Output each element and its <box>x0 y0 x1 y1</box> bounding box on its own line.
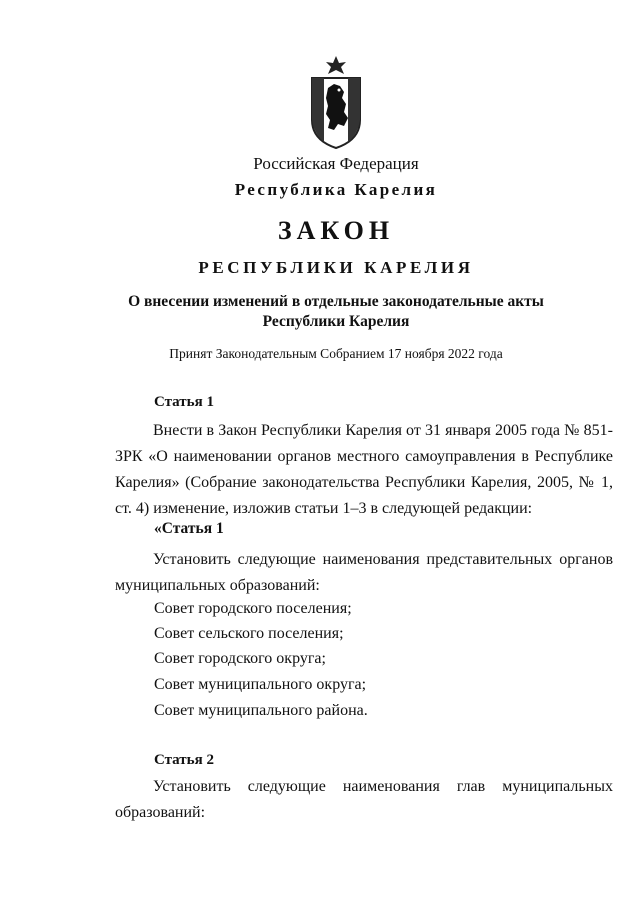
article-2-heading: Статья 2 <box>154 752 214 768</box>
list-item: Совет муниципального района. <box>154 702 368 719</box>
list-item: Совет муниципального округа; <box>154 676 367 693</box>
quoted-article-1-text: Установить следующие наименования представительных органов муниципальных образований: <box>115 551 613 594</box>
article-1-heading: Статья 1 <box>154 394 214 410</box>
coat-of-arms-icon <box>306 54 366 150</box>
adoption-note: Принят Законодательным Собранием 17 ноября 2022 года <box>169 346 503 361</box>
list-item: Совет сельского поселения; <box>154 625 344 642</box>
quoted-article-1-heading: «Статья 1 <box>154 520 224 537</box>
title-line-1: О внесении изменений в отдельные законодательные акты <box>128 293 544 310</box>
document-title <box>0 292 640 332</box>
country-line: Российская Федерация <box>253 154 419 173</box>
issuer-line: РЕСПУБЛИКИ КАРЕЛИЯ <box>198 258 474 277</box>
article-2-text: Установить следующие наименования глав муниципальных образований: <box>115 778 613 821</box>
document-type: ЗАКОН <box>277 216 395 245</box>
republic-line: Республика Карелия <box>234 180 438 199</box>
title-line-2: Республики Карелия <box>262 313 410 330</box>
list-item: Совет городского округа; <box>154 650 326 667</box>
list-item: Совет городского поселения; <box>154 600 352 617</box>
article-1-text: Внести в Закон Республики Карелия от 31 января 2005 года № 851-ЗРК «О наименовании органов местного самоуправления в Республике Карелия» (Собрание законодательства Республики Карелия, 2005, № 1, ст. 4) изменение, изложив статьи 1–3 в следующей редакции: <box>115 422 613 517</box>
